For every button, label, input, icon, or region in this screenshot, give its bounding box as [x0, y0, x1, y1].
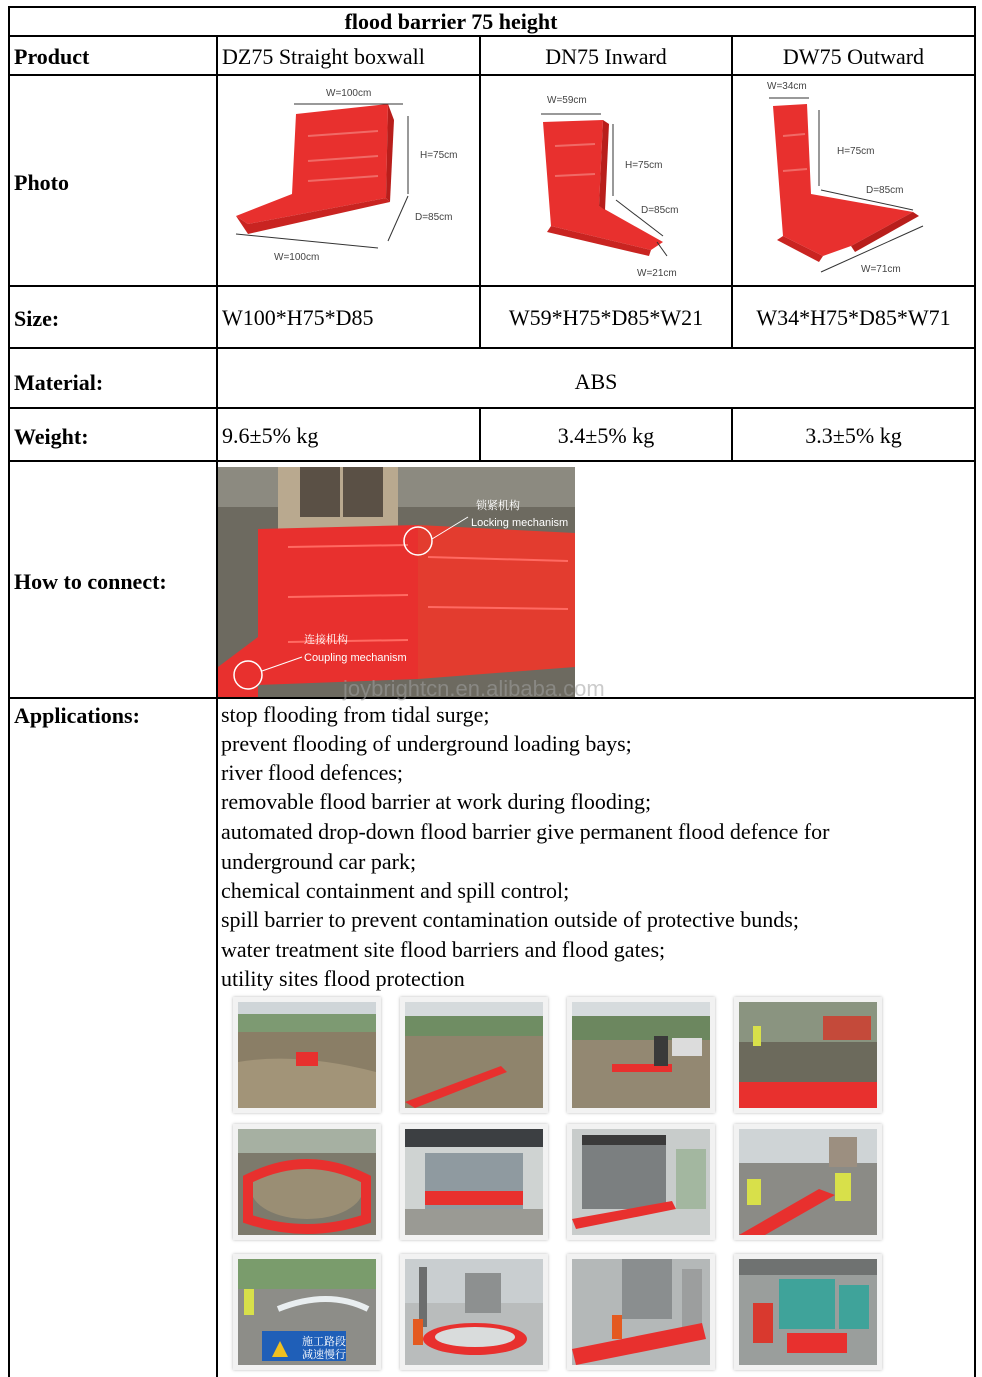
dw75-dim-h: H=75cm — [837, 146, 875, 157]
gallery-photo-industrial-1 — [400, 1254, 548, 1370]
application-item: water treatment site flood barriers and flood gates; — [221, 937, 666, 962]
size-dw75: W34*H75*D85*W71 — [756, 305, 951, 330]
application-item: spill barrier to prevent contamination outside of protective bunds; — [221, 907, 799, 932]
dw75-product-image — [733, 76, 974, 285]
product-label: Product — [14, 44, 90, 69]
table-border-right — [974, 6, 976, 1377]
material-value: ABS — [574, 369, 618, 394]
weight-label: Weight: — [14, 424, 89, 449]
weight-dz75: 9.6±5% kg — [222, 423, 319, 448]
size-divider — [8, 347, 976, 349]
gallery-photo-river-1 — [233, 997, 381, 1113]
weight-divider — [8, 460, 976, 462]
dw75-dim-d: D=85cm — [866, 185, 904, 196]
size-dn75: W59*H75*D85*W21 — [508, 305, 704, 330]
size-label: Size: — [14, 306, 60, 331]
dz75-dim-w-top: W=100cm — [326, 88, 372, 99]
dn75-dim-w-bottom: W=21cm — [637, 268, 677, 279]
dw75-dim-w-bottom: W=71cm — [861, 264, 901, 275]
size-dz75: W100*H75*D85 — [222, 305, 374, 330]
locking-en: Locking mechanism — [471, 517, 569, 529]
locking-cn: 锁紧机构 — [476, 500, 520, 512]
sign-line-2: 减速慢行 — [302, 1348, 346, 1361]
table-title: flood barrier 75 height — [344, 9, 558, 34]
dz75-dim-d: D=85cm — [415, 212, 453, 223]
title-divider — [8, 35, 976, 37]
dz75-dim-w-bottom: W=100cm — [274, 252, 320, 263]
dz75-product-image — [218, 76, 479, 285]
connect-photo — [218, 467, 575, 697]
dn75-product-image — [481, 76, 731, 285]
product-dz75: DZ75 Straight boxwall — [222, 44, 425, 69]
gallery-photo-street-flood — [734, 997, 882, 1113]
dw75-dim-w-top: W=34cm — [767, 81, 807, 92]
table-border-top — [8, 6, 976, 8]
gallery-photo-tank-containment — [734, 1254, 882, 1370]
gallery-photo-station-entrance — [400, 1124, 548, 1240]
weight-dn75: 3.4±5% kg — [557, 423, 655, 448]
dz75-dim-h: H=75cm — [420, 150, 458, 161]
dn75-dim-d: D=85cm — [641, 205, 679, 216]
product-dw75: DW75 Outward — [782, 44, 925, 69]
dn75-dim-w-top: W=59cm — [547, 95, 587, 106]
material-label: Material: — [14, 370, 104, 395]
gallery-photo-industrial-2 — [567, 1254, 715, 1370]
material-divider — [8, 407, 976, 409]
coupling-cn: 连接机构 — [304, 634, 348, 646]
product-dn75: DN75 Inward — [545, 44, 667, 69]
application-item: river flood defences; — [221, 760, 404, 785]
gallery-photo-ring-barrier — [233, 1124, 381, 1240]
watermark: joybrightcn.en.alibaba.com — [343, 676, 605, 701]
application-item: utility sites flood protection — [221, 966, 465, 991]
sign-line-1: 施工路段 — [302, 1335, 346, 1348]
photo-divider — [8, 285, 976, 287]
application-item: underground car park; — [221, 849, 417, 874]
application-item: automated drop-down flood barrier give permanent flood defence for — [221, 819, 830, 844]
gallery-photo-crew-installing — [734, 1124, 882, 1240]
table-border-left — [8, 6, 10, 1377]
gallery-photo-river-2 — [400, 997, 548, 1113]
applications-label: Applications: — [14, 703, 140, 728]
gallery-photo-river-3 — [567, 997, 715, 1113]
connect-label: How to connect: — [14, 569, 167, 594]
photo-label: Photo — [14, 170, 69, 195]
coupling-en: Coupling mechanism — [304, 652, 407, 664]
gallery-photo-road-test — [233, 1254, 381, 1370]
gallery-photo-subway-entrance — [567, 1124, 715, 1240]
weight-dw75: 3.3±5% kg — [805, 423, 902, 448]
application-item: chemical containment and spill control; — [221, 878, 570, 903]
application-item: removable flood barrier at work during flooding; — [221, 789, 652, 814]
application-item: stop flooding from tidal surge; — [221, 702, 490, 727]
dn75-dim-h: H=75cm — [625, 160, 663, 171]
application-item: prevent flooding of underground loading bays; — [221, 731, 632, 756]
